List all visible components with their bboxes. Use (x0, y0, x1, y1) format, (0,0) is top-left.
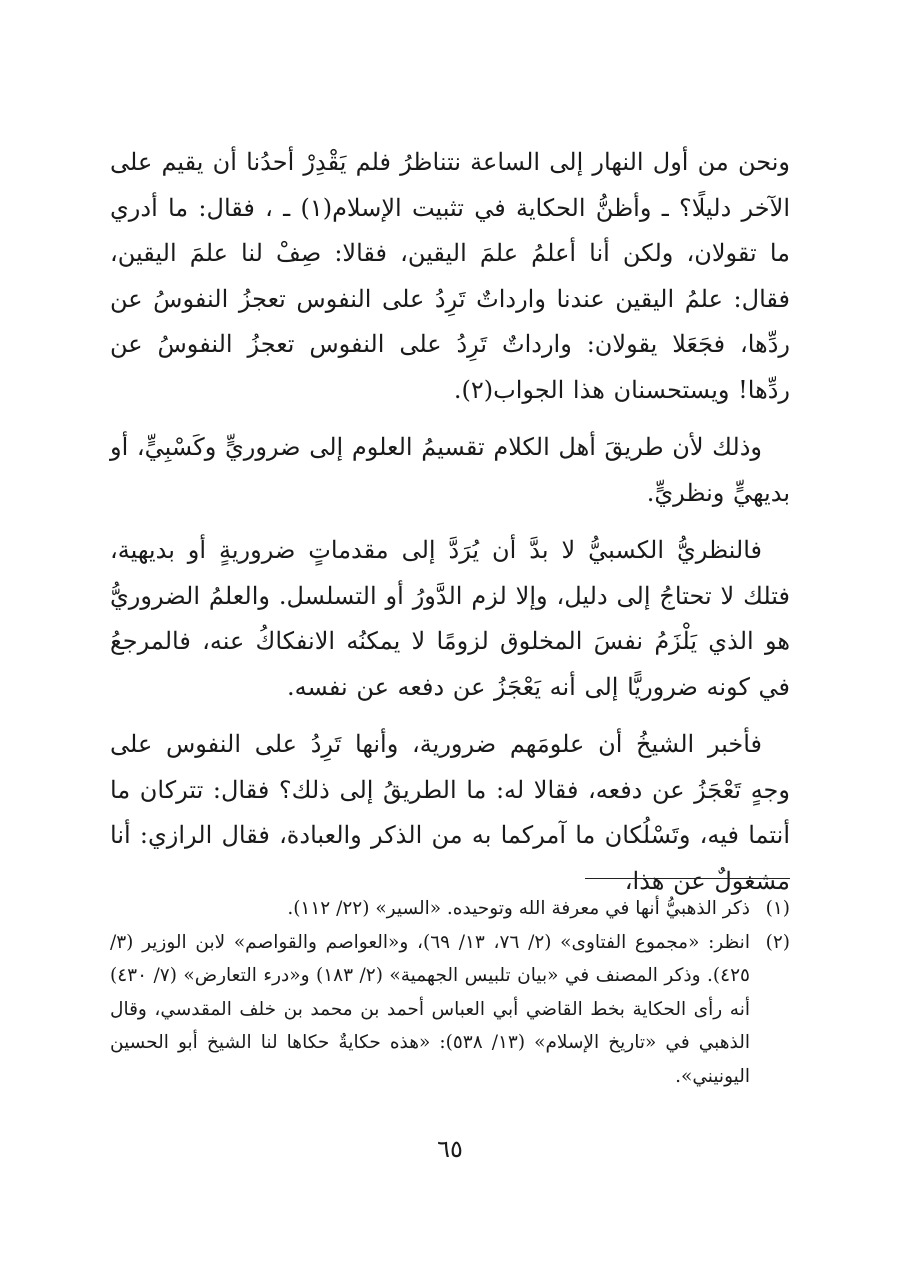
footnote-text: ذكر الذهبيُّ أنها في معرفة الله وتوحيده. «السير» (٢٢/ ١١٢). (287, 898, 750, 919)
footnote-number: (٢) (765, 931, 790, 953)
footnotes-block (110, 892, 790, 1093)
footnote (110, 926, 790, 1094)
footnote-number: (١) (765, 898, 790, 919)
main-text-block (110, 140, 790, 916)
page-number: ٦٥ (437, 1135, 463, 1163)
paragraph: وذلك لأن طريقَ أهل الكلام تقسيمُ العلوم إلى ضروريٍّ وكَسْبِيٍّ، أو بديهيٍّ ونظريٍّ. (110, 433, 790, 507)
footnote-text: انظر: «مجموع الفتاوى» (٢/ ٧٦، ١٣/ ٦٩)، و«العواصم والقواصم» لابن الوزير (٣/ ٤٢٥). وذكر المصنف في «بيان تلبيس الجهمية» (٢/ ١٨٣) و«درء التعارض» (٧/ ٤٣٠) أنه رأى الحكاية بخط القاضي أبي العباس أحمد بن محمد بن خلف المقدسي، وقال الذهبي في «تاريخ الإسلام» (١٣/ ٥٣٨): «هذه حكايةٌ حكاها لنا الشيخ أبو الحسين اليونيني». (110, 931, 750, 1087)
paragraph: ونحن من أول النهار إلى الساعة نتناظرُ فلم يَقْدِرْ أحدُنا أن يقيم على الآخر دليلًا؟ ـ وأظنُّ الحكاية في تثبيت الإسلام(١) ـ ، فقال: ما أدري ما تقولان، ولكن أنا أعلمُ علمَ اليقين، فقالا: صِفْ لنا علمَ اليقين، فقال: علمُ اليقين عندنا وارداتٌ تَرِدُ على النفوس تعجزُ النفوسُ عن ردِّها، فجَعَلا يقولان: وارداتٌ تَرِدُ على النفوس تعجزُ النفوسُ عن ردِّها! ويستحسنان هذا الجواب(٢). (110, 148, 790, 404)
paragraph: فأخبر الشيخُ أن علومَهم ضرورية، وأنها تَرِدُ على النفوس على وجهٍ تَعْجَزُ عن دفعه، فقالا له: ما الطريقُ إلى ذلك؟ فقال: تتركان ما أنتما فيه، وتَسْلُكان ما آمركما به من الذكر والعبادة، فقال الرازي: أنا مشغولٌ عن هذا، (110, 730, 790, 895)
footnote (110, 892, 790, 926)
paragraph: فالنظريُّ الكسبيُّ لا بدَّ أن يُرَدَّ إلى مقدماتٍ ضروريةٍ أو بديهية، فتلك لا تحتاجُ إلى دليل، وإلا لزم الدَّورُ أو التسلسل. والعلمُ الضروريُّ هو الذي يَلْزَمُ نفسَ المخلوق لزومًا لا يمكنُه الانفكاكُ عنه، فالمرجعُ في كونه ضروريًّا إلى أنه يَعْجَزُ عن دفعه عن نفسه. (110, 536, 790, 701)
footnote-separator (585, 878, 790, 879)
